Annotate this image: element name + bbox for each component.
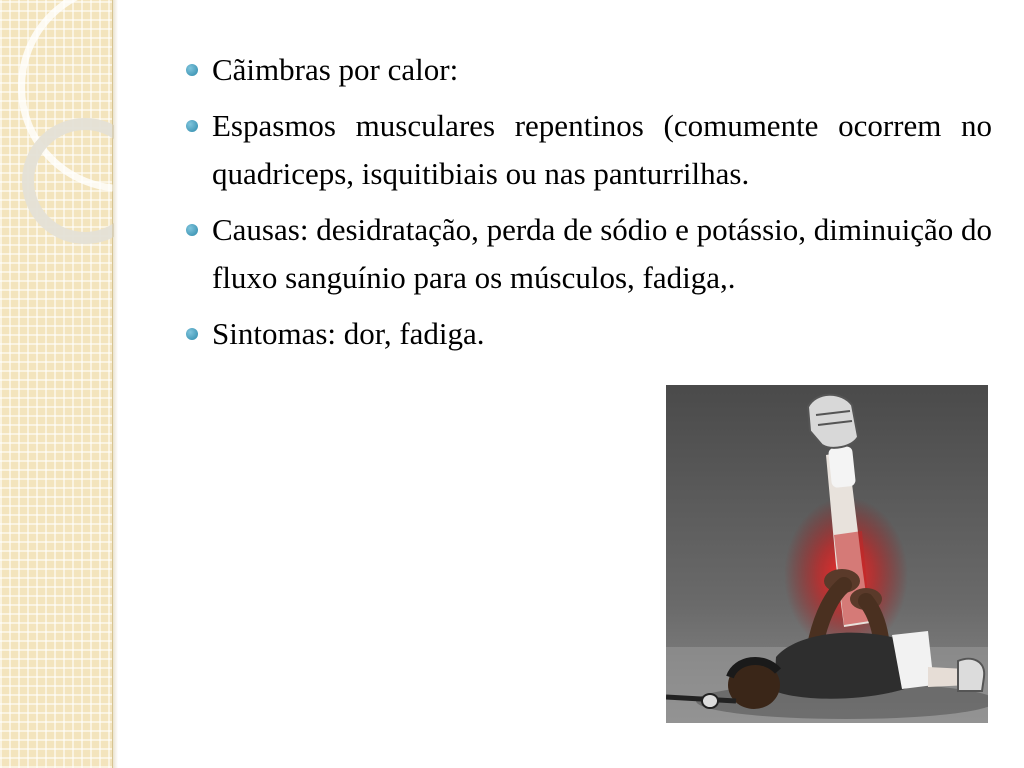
decorative-side-band <box>0 0 113 768</box>
bullet-text: Cãimbras por calor: <box>212 52 459 87</box>
bullet-item <box>186 206 992 302</box>
decorative-ring <box>22 118 148 244</box>
bullet-icon <box>186 64 198 76</box>
slide-content <box>186 46 992 366</box>
bullet-item <box>186 310 992 358</box>
bullet-text: Sintomas: dor, fadiga. <box>212 316 485 351</box>
cramp-athlete-photo <box>666 385 988 723</box>
bullet-icon <box>186 224 198 236</box>
bullet-icon <box>186 328 198 340</box>
bullet-text: Causas: desidratação, perda de sódio e potássio, diminuição do fluxo sanguínio para os músculos, fadiga,. <box>212 212 992 295</box>
bullet-list <box>186 46 992 358</box>
bullet-item <box>186 102 992 198</box>
bullet-icon <box>186 120 198 132</box>
side-band-shadow <box>112 0 118 768</box>
bullet-text: Espasmos musculares repentinos (comumente ocorrem no quadriceps, isquitibiais ou nas panturrilhas. <box>212 108 992 191</box>
athlete-illustration <box>666 385 988 723</box>
bullet-item <box>186 46 992 94</box>
